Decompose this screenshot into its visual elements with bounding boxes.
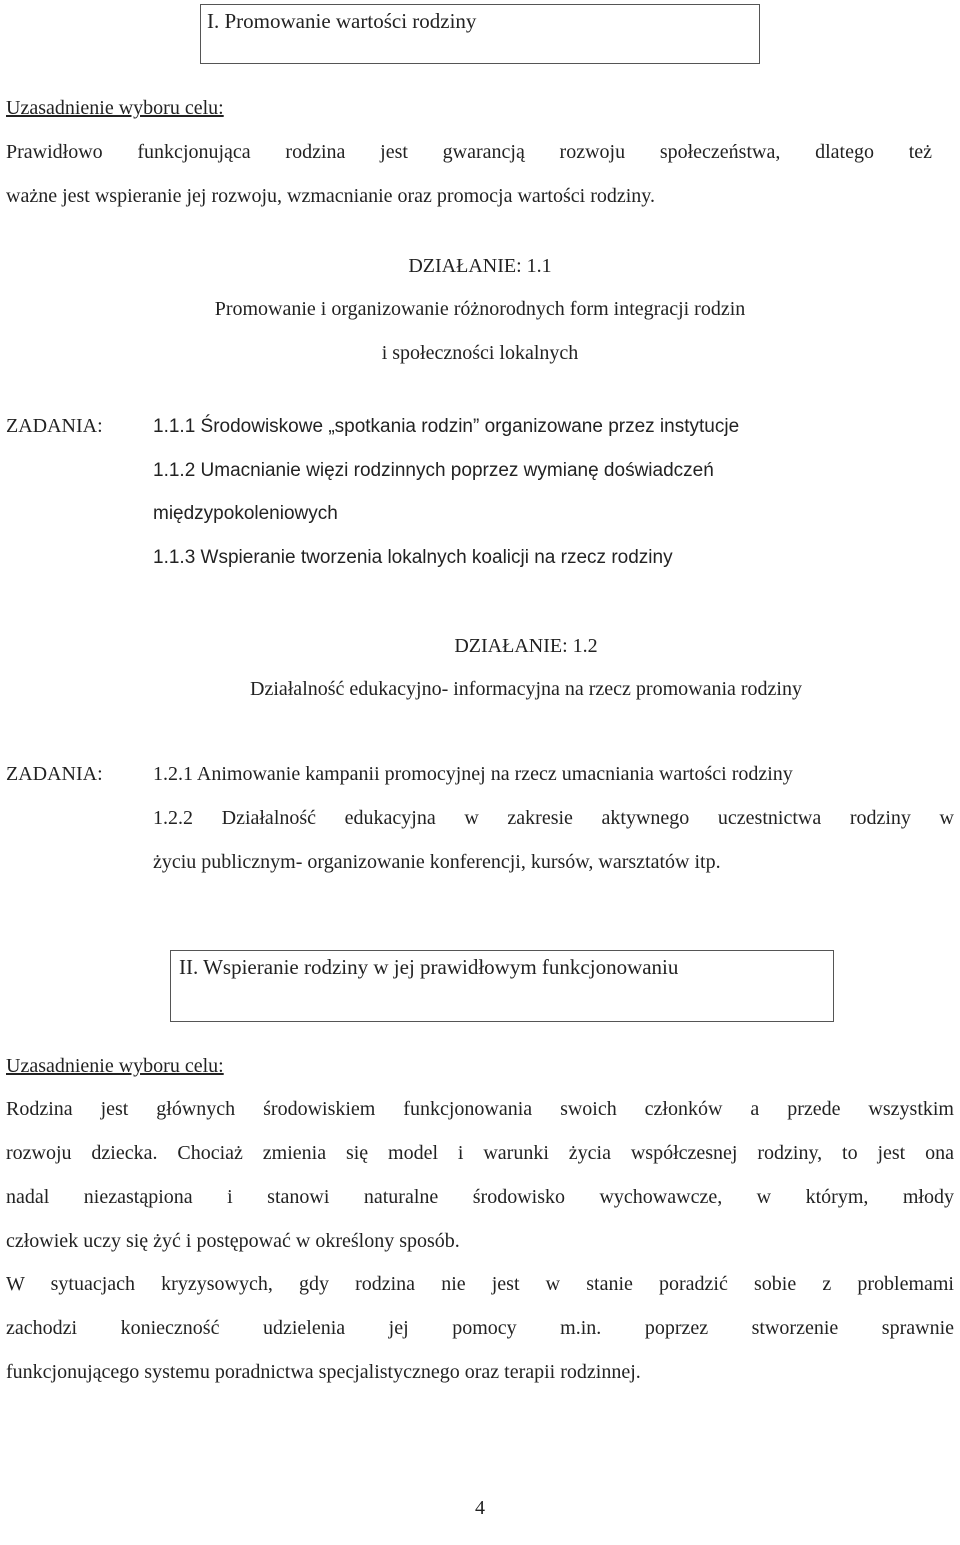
task-1-1-1: 1.1.1 Środowiskowe „spotkania rodzin” organizowane przez instytucje xyxy=(153,416,740,437)
task-1-1-2-line2: międzypokoleniowych xyxy=(153,503,338,524)
task-1-2-1: 1.2.1 Animowanie kampanii promocyjnej na rzecz umacniania wartości rodziny xyxy=(153,763,793,785)
action-1-2-tasks-label: ZADANIA: xyxy=(6,763,103,785)
section2-title-box xyxy=(170,950,834,1022)
action-1-1-tasks-label: ZADANIA: xyxy=(6,415,103,437)
section2-para2-line1: W sytuacjach kryzysowych, gdy rodzina nie jest w stanie poradzić sobie z problemami xyxy=(6,1273,954,1295)
action-1-1-heading: DZIAŁANIE: 1.1 xyxy=(408,255,552,277)
task-1-2-2-line2: życiu publicznym- organizowanie konferencji, kursów, warsztatów itp. xyxy=(153,851,721,873)
section1-rationale-line2: ważne jest wspieranie jej rozwoju, wzmacnianie oraz promocja wartości rodziny. xyxy=(6,185,655,207)
section1-rationale-line1: Prawidłowo funkcjonująca rodzina jest gwarancją rozwoju społeczeństwa, dlatego też xyxy=(6,141,932,163)
section2-para2-line3: funkcjonującego systemu poradnictwa specjalistycznego oraz terapii rodzinnej. xyxy=(6,1361,641,1383)
section2-para2-line2: zachodzi konieczność udzielenia jej pomocy m.in. poprzez stworzenie sprawnie xyxy=(6,1317,954,1339)
section1-title: I. Promowanie wartości rodziny xyxy=(207,9,477,33)
section2-para1-line3: nadal niezastąpiona i stanowi naturalne środowisko wychowawcze, w którym, młody xyxy=(6,1186,954,1208)
section1-rationale-label: Uzasadnienie wyboru celu: xyxy=(6,97,224,119)
page-number: 4 xyxy=(475,1497,485,1519)
section1-title-box xyxy=(200,4,760,64)
action-1-2-desc: Działalność edukacyjno- informacyjna na rzecz promowania rodziny xyxy=(250,678,802,700)
action-1-1-desc-line1: Promowanie i organizowanie różnorodnych form integracji rodzin xyxy=(214,298,746,320)
section2-para1-line2: rozwoju dziecka. Chociaż zmienia się model i warunki życia współczesnej rodziny, to jest ona xyxy=(6,1142,954,1164)
task-1-1-2-line1: 1.1.2 Umacnianie więzi rodzinnych poprzez wymianę doświadczeń xyxy=(153,460,714,481)
section2-para1-line1: Rodzina jest głównych środowiskiem funkcjonowania swoich członków a przede wszystkim xyxy=(6,1098,954,1120)
action-1-2-heading: DZIAŁANIE: 1.2 xyxy=(454,635,598,657)
section2-title: II. Wspieranie rodziny w jej prawidłowym funkcjonowaniu xyxy=(179,955,679,979)
task-1-1-3: 1.1.3 Wspieranie tworzenia lokalnych koalicji na rzecz rodziny xyxy=(153,547,673,568)
section2-rationale-label: Uzasadnienie wyboru celu: xyxy=(6,1055,224,1077)
action-1-1-desc-line2: i społeczności lokalnych xyxy=(381,342,579,364)
section2-para1-line4: człowiek uczy się żyć i postępować w określony sposób. xyxy=(6,1230,460,1252)
task-1-2-2-line1: 1.2.2 Działalność edukacyjna w zakresie aktywnego uczestnictwa rodziny w xyxy=(153,807,954,829)
